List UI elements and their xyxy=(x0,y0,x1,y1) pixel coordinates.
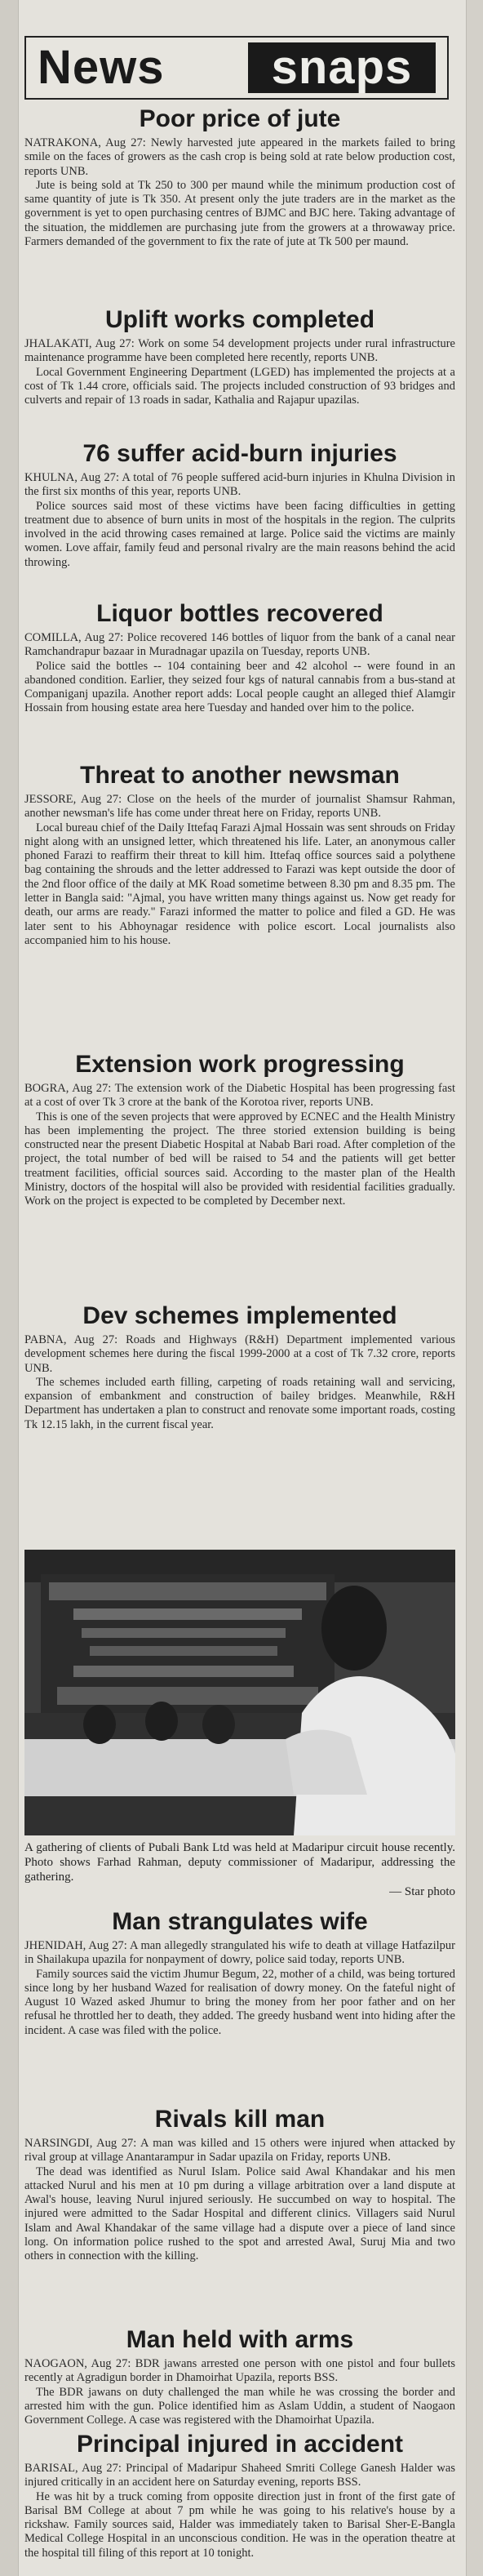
story-man-strangulates-wife xyxy=(24,1907,455,2038)
story-headline: Man strangulates wife xyxy=(112,1908,368,1935)
story-headline: Liquor bottles recovered xyxy=(96,600,383,627)
story-paragraph: The dead was identified as Nurul Islam. Police said Awal Khandakar and his men attacked Nurul and his men at 10 pm during a village arbitration over a land dispute at Awal's house, leaving Nurul injured seriously. He succumbed on way to hospital. The injured were admitted to the Sadar Hospital and different clinics. Villagers said Nurul Islam and Awal Khandakar of the same village had a dispute over a piece of land since long. On information police rushed to the spot and arrested Awal, Suruj Mia and two others in connection with the killing. xyxy=(24,2164,455,2263)
story-headline: Extension work progressing xyxy=(75,1051,405,1078)
story-paragraph: The schemes included earth filling, carpeting of roads retaining wall and servicing, expansion of embankment and construction of bailey bridges. Meanwhile, R&H Department has undertaken a plan to construct and renovate some important roads, costing Tk 12.15 lakh, in the current fiscal year. xyxy=(24,1375,455,1431)
story-headline: Poor price of jute xyxy=(139,105,341,132)
story-paragraph: The BDR jawans on duty challenged the man while he was crossing the border and arrested him with the gun. Police identified him as Aslam Uddin, a student of Naogaon Government College. A case was registered with the Dhamoirhat Upazila. xyxy=(24,2385,455,2427)
story-paragraph: BARISAL, Aug 27: Principal of Madaripur Shaheed Smriti College Ganesh Halder was injured critically in an accident here on Saturday evening, reports BSS. xyxy=(24,2462,455,2489)
story-paragraph: This is one of the seven projects that were approved by ECNEC and the Health Ministry has been implementing the project. The three storied extension building is being constructed near the present Diabetic Hospital at Nabab Bari road. After completion of the project, the total number of bed will be raised to 54 and the patients will get better treatment facilities, official sources said. According to the master plan of the Health Ministry, doctors of the hospital will also be provided with residential facilities gradually. Work on the project is expected to be completed by December next. xyxy=(24,1110,455,1208)
story-headline: 76 suffer acid-burn injuries xyxy=(82,440,397,467)
story-poor-price-of-jute xyxy=(24,105,455,249)
adjacent-page-strip-left xyxy=(0,0,18,2576)
story-paragraph: COMILLA, Aug 27: Police recovered 146 bottles of liquor from the bank of a canal near Ramchandrapur bazaar in Muradnagar upazila on Tuesday, reports UNB. xyxy=(24,631,455,659)
story-extension-work-progressing xyxy=(24,1050,455,1209)
story-paragraph: Local Government Engineering Department (LGED) has implemented the projects at a cost of Tk 1.44 crore, officials said. The projects included construction of 93 bridges and culverts and repair of 13 roads in sadar, Kathalia and Rajapur upazilas. xyxy=(24,365,455,407)
story-paragraph: Family sources said the victim Jhumur Begum, 22, mother of a child, was being tortured since long by her husband Wazed for realisation of dowry money. On the fateful night of August 10 Wazed asked Jhumur to bring the money from her poor father and on her refusal he throttled her to death, they added. The greedy husband went into hiding after the incident. A case was filed with the police. xyxy=(24,1967,455,2037)
story-paragraph: JHENIDAH, Aug 27: A man allegedly strangulated his wife to death at village Hatfazilpur in Shailakupa upazila for nonpayment of dowry, police said today, reports UNB. xyxy=(24,1939,455,1967)
story-man-held-with-arms xyxy=(24,2325,455,2427)
story-headline: Uplift works completed xyxy=(104,306,375,333)
story-headline: Rivals kill man xyxy=(154,2106,326,2133)
story-threat-to-another-newsman xyxy=(24,761,455,948)
news-photo xyxy=(24,1550,455,1835)
story-liquor-bottles-recovered xyxy=(24,599,455,716)
story-paragraph: Police sources said most of these victims have been facing difficulties in getting treatment due to absence of burn units in most of the hospitals in the region. The culprits involved in the acid throwing cases remained at large. Police said the victims are mainly women. Love affair, family feud and personal rivalry are the main reasons behind the acid throwing. xyxy=(24,499,455,569)
masthead-word-news: News xyxy=(38,41,165,94)
story-principal-injured-in-accident xyxy=(24,2430,455,2560)
photo-image xyxy=(24,1550,455,1835)
story-paragraph: JHALAKATI, Aug 27: Work on some 54 development projects under rural infrastructure maintenance programme have been completed here recently, reports UNB. xyxy=(24,337,455,365)
story-headline: Man held with arms xyxy=(126,2326,354,2353)
story-paragraph: Local bureau chief of the Daily Ittefaq Farazi Ajmal Hossain was sent shrouds on Friday night along with an unsigned letter, which threatened his life. Later, an anonymous caller phoned Farazi to reaffirm their threat to kill him. Ittefaq office sources said a polythene bag containing the shrouds and the letter addressed to Farazi was kept outside the door of the 2nd floor office of the daily at MK Road sometime between 8.30 pm and 8.35 pm. The letter in Bangla said: "Ajmal, you have written many things against us. Now get ready for death, our arms are ready." Farazi informed the matter to police and filed a GD. He was later sent to his Abhoynagar residence with police escort. Local journalists also accompanied him to his house. xyxy=(24,821,455,947)
story-paragraph: He was hit by a truck coming from opposite direction just in front of the first gate of Barisal BM College at about 7 pm while he was going to his relative's house by a rickshaw. Family sources said, Halder was immediately taken to Barisal Sher-E-Bangla Medical College Hospital in an unconscious condition. He was in the operation theatre at the hospital till filing of this report at 10 tonight. xyxy=(24,2489,455,2560)
story-paragraph: NAOGAON, Aug 27: BDR jawans arrested one person with one pistol and four bullets recently at Agradigun border in Dhamoirhat Upazila, reports BSS. xyxy=(24,2357,455,2385)
photo-caption xyxy=(24,1840,455,1899)
story-paragraph: BOGRA, Aug 27: The extension work of the Diabetic Hospital has been progressing fast at a cost of over Tk 3 crore at the bank of the Korotoa river, reports UNB. xyxy=(24,1082,455,1110)
story-headline: Dev schemes implemented xyxy=(82,1302,397,1329)
photo-credit: — Star photo xyxy=(389,1885,455,1898)
caption-text: A gathering of clients of Pubali Bank Ltd was held at Madaripur circuit house recently. Photo shows Farhad Rahman, deputy commissioner of Madaripur, addressing the gathering. xyxy=(24,1841,455,1884)
story-paragraph: Jute is being sold at Tk 250 to 300 per maund while the minimum production cost of same quantity of jute is Tk 350. At present only the jute traders are in the market as the government is yet to open purchasing centres of BJMC and BJC here. Taking advantage of the situation, the middlemen are purchasing jute from the growers at a throwaway price. Farmers demanded of the government to fix the rate of jute at Tk 500 per maund. xyxy=(24,178,455,249)
story-paragraph: NATRAKONA, Aug 27: Newly harvested jute appeared in the markets failed to bring smile on the faces of growers as the cash crop is being sold at rate below production cost, reports UNB. xyxy=(24,136,455,178)
masthead xyxy=(24,36,449,100)
story-paragraph: NARSINGDI, Aug 27: A man was killed and 15 others were injured when attacked by rival group at village Anantarampur in Sadar upazila on Friday, reports UNB. xyxy=(24,2137,455,2164)
story-headline: Principal injured in accident xyxy=(76,2431,404,2458)
adjacent-page-strip-right xyxy=(465,0,483,2576)
story-paragraph: KHULNA, Aug 27: A total of 76 people suffered acid-burn injuries in Khulna Division in the first six months of this year, reports UNB. xyxy=(24,471,455,499)
story-acid-burn-injuries xyxy=(24,439,455,570)
story-dev-schemes-implemented xyxy=(24,1301,455,1432)
story-uplift-works-completed xyxy=(24,305,455,407)
story-paragraph: JESSORE, Aug 27: Close on the heels of the murder of journalist Shamsur Rahman, another newsman's life has come under threat here on Friday, reports UNB. xyxy=(24,793,455,821)
story-paragraph: PABNA, Aug 27: Roads and Highways (R&H) Department implemented various development schemes here during the fiscal 1999-2000 at a cost of Tk 7.32 crore, reports UNB. xyxy=(24,1333,455,1375)
story-paragraph: Police said the bottles -- 104 containing beer and 42 alcohol -- were found in an abandoned condition. Earlier, they seized four kgs of natural cannabis from a bus-stand at Companiganj upazila. Another report adds: Local people caught an alleged thief Alamgir Hossain from housing estate area here Tuesday and handed over him to the police. xyxy=(24,659,455,715)
masthead-word-snaps: snaps xyxy=(248,42,436,93)
story-rivals-kill-man xyxy=(24,2105,455,2264)
story-headline: Threat to another newsman xyxy=(80,762,400,789)
